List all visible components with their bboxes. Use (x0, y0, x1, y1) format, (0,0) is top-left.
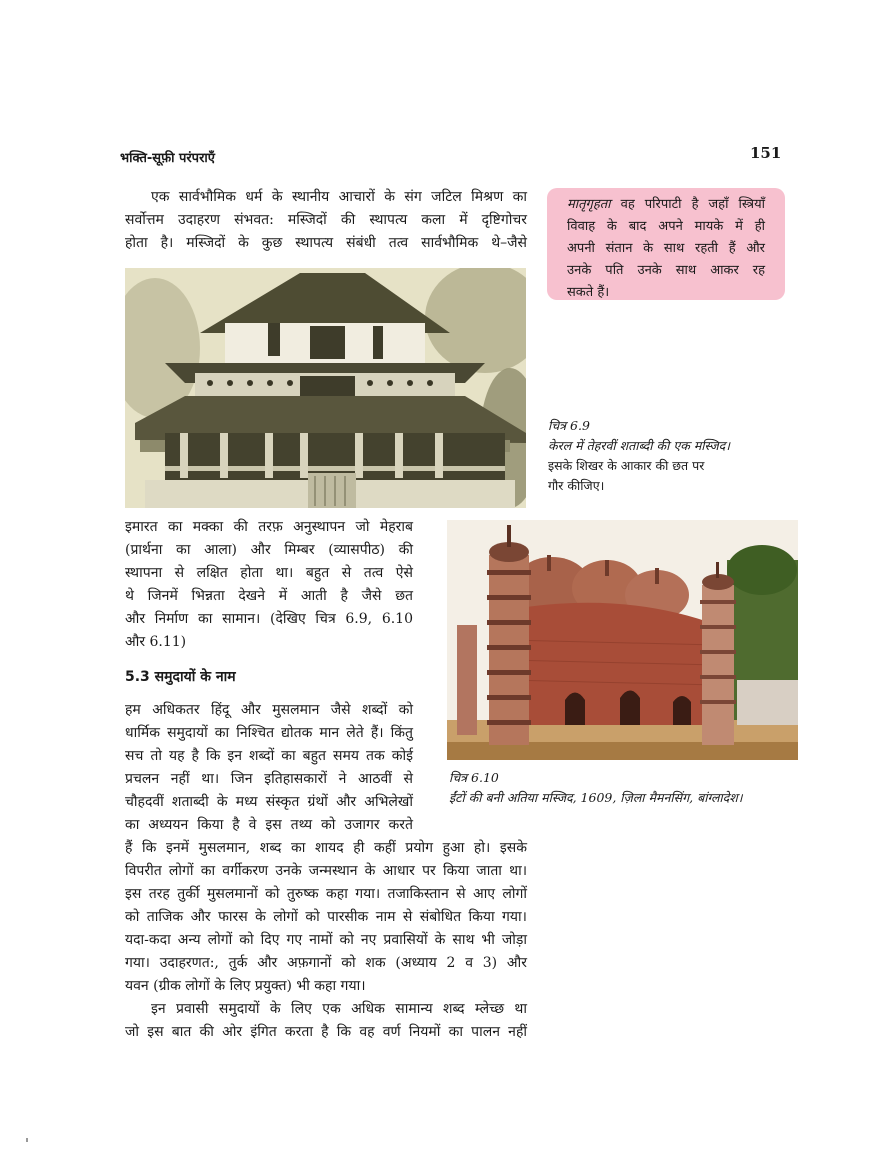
paragraph-line: विपरीत लोगों का वर्गीकरण उनके जन्मस्थान के आधार पर किया जाता था। (125, 863, 527, 879)
paragraph-line: और 6.11) (125, 634, 187, 650)
paragraph-line: इस तरह तुर्की मुसलमानों को तुरुष्क कहा गया। तजाकिस्तान से आए लोगों (125, 886, 527, 902)
paragraph-line: और निर्माण का सामान। (देखिए चित्र 6.9, 6.10 (125, 611, 413, 627)
paragraph-line: इमारत का मक्का की तरफ़ अनुस्थापन जो मेहराब (125, 519, 413, 535)
sidebar-note-term: मातृगृहता (567, 197, 611, 212)
caption-line: इसके शिखर के आकार की छत पर (548, 458, 705, 473)
paragraph-line: हैं कि इनमें मुसलमान, शब्द का शायद ही कहीं प्रयोग हुआ हो। इसके (125, 840, 527, 856)
running-head: भक्ति-सूफ़ी परंपराएँ (120, 151, 215, 166)
caption-line: ईंटों की बनी अतिया मस्जिद, 1609, ज़िला मैमनसिंग, बांग्लादेश। (449, 790, 743, 805)
caption-line: गौर कीजिए। (548, 478, 605, 493)
paragraph-2 (125, 516, 413, 654)
paragraph-line: सच तो यह है कि इन शब्दों का बहुत समय तक कोई (125, 748, 413, 764)
scan-mark (26, 1138, 28, 1142)
paragraph-line: गया। उदाहरणत:, तुर्क और अफ़गानों को शक (अध्याय 2 व 3) और (125, 955, 527, 971)
section-heading-5-3: 5.3 समुदायों के नाम (125, 669, 236, 685)
figure-6-9-kerala-mosque-image (125, 268, 526, 508)
paragraph-line: चौहदवीं शताब्दी के मध्य संस्कृत ग्रंथों और अभिलेखों (125, 794, 413, 810)
paragraph-1 (125, 186, 527, 255)
page-number: 151 (750, 144, 782, 162)
paragraph-line: प्रचलन नहीं था। जिन इतिहासकारों ने आठवीं से (125, 771, 413, 787)
paragraph-line: हम अधिकतर हिंदू और मुसलमान जैसे शब्दों को (125, 702, 413, 718)
figure-6-10-atiya-mosque-image (447, 520, 798, 760)
paragraph-line: थे जिनमें भिन्नता देखने में आती है जैसे छत (125, 588, 413, 604)
paragraph-line: जो इस बात की ओर इंगित करता है कि वह वर्ण नियमों का पालन नहीं (125, 1024, 527, 1040)
paragraph-line: सर्वोत्तम उदाहरण संभवत: मस्जिदों की स्थापत्य कला में दृष्टिगोचर (125, 212, 527, 228)
sidebar-note-matrilocality (547, 188, 785, 300)
paragraph-line: (प्रार्थना का आला) और मिम्बर (व्यासपीठ) की (125, 542, 413, 558)
paragraph-line: यवन (ग्रीक लोगों के लिए प्रयुक्त) भी कहा गया। (125, 978, 366, 994)
sidebar-note-line (567, 194, 765, 216)
paragraph-4 (125, 837, 527, 1044)
sidebar-note-line: उनके पति उनके साथ आकर रह (567, 263, 765, 278)
paragraph-line: को ताजिक और फारस के लोगों को पारसीक नाम से संबोधित किया गया। (125, 909, 527, 925)
paragraph-line: का अध्ययन किया है वे इस तथ्य को उजागर करते (125, 817, 413, 833)
figure-6-10-caption (449, 768, 809, 808)
paragraph-3 (125, 699, 413, 837)
sidebar-note-line: सकते हैं। (567, 285, 610, 300)
figure-6-10-label: चित्र 6.10 (449, 770, 499, 785)
paragraph-line: होता है। मस्जिदों के कुछ स्थापत्य संबंधी तत्व सार्वभौमिक थे–जैसे (125, 235, 527, 251)
figure-6-9-label: चित्र 6.9 (548, 418, 590, 433)
figure-6-9-caption (548, 416, 798, 496)
paragraph-line: यदा-कदा अन्य लोगों को दिए गए नामों को नए प्रवासियों के साथ भी जोड़ा (125, 932, 527, 948)
sidebar-note-line: विवाह के बाद अपने मायके में ही (567, 219, 765, 234)
paragraph-line: इन प्रवासी समुदायों के लिए एक अधिक सामान्य शब्द म्लेच्छ था (151, 1001, 527, 1017)
paragraph-line: एक सार्वभौमिक धर्म के स्थानीय आचारों के संग जटिल मिश्रण का (151, 189, 527, 205)
caption-line: केरल में तेहरवीं शताब्दी की एक मस्जिद। (548, 438, 731, 453)
sidebar-note-line: अपनी संतान के साथ रहती हैं और (567, 241, 765, 256)
sidebar-note-text: वह परिपाटी है जहाँ स्त्रियाँ (620, 197, 765, 212)
paragraph-line: स्थापना से लक्षित होता था। बहुत से तत्व ऐसे (125, 565, 413, 581)
paragraph-line: धार्मिक समुदायों का निश्चित द्योतक मान लेते हैं। किंतु (125, 725, 413, 741)
